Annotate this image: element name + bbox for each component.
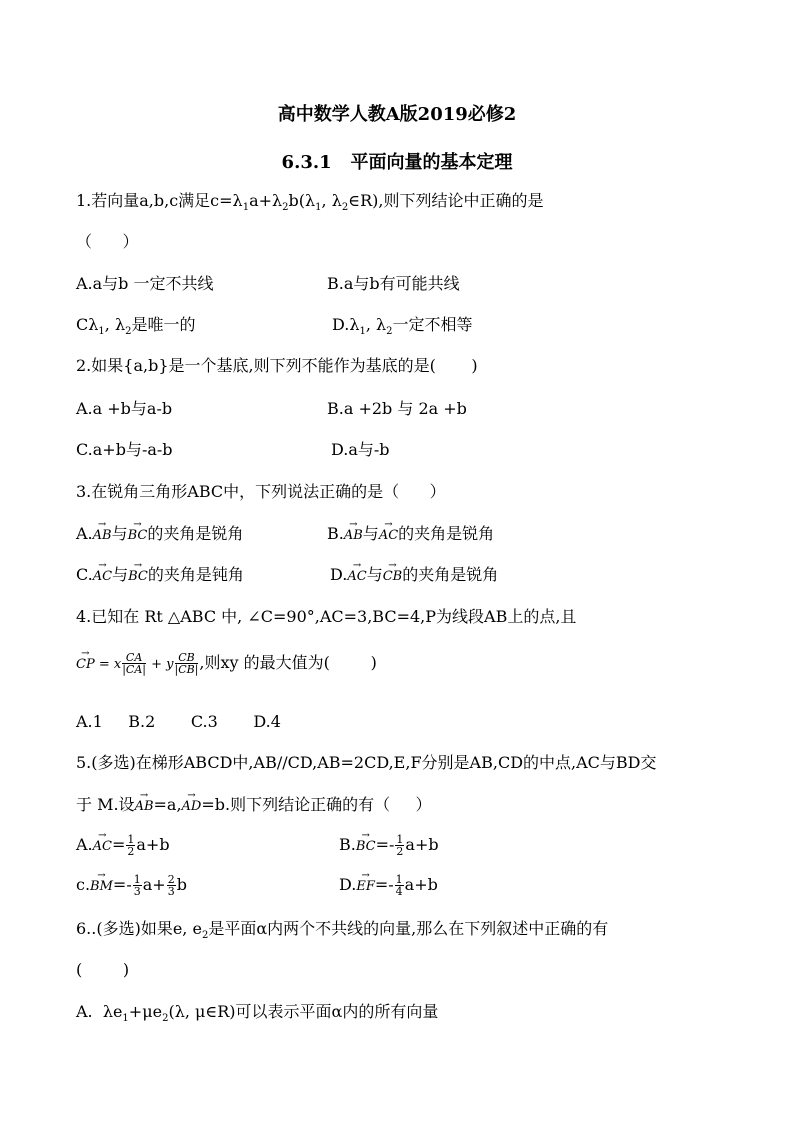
q5-stem-line2: 于 M.设→ AB=a,→ AD=b.则下列结论正确的有（ ） [76,795,432,817]
page-title: 高中数学人教A版2019必修2 [277,104,517,125]
q1-option-c: $C\lambda_1$, $\lambda_2$是唯一的 [76,315,196,338]
q1-answer-paren: （ ） [76,232,139,251]
section-title: 6.3.1 平面向量的基本定理 [281,152,513,173]
q2-option-c: C.a+b与-a-b [76,440,173,459]
q1-option-d: $D.\lambda_1$, $\lambda_2$一定不相等 [332,315,473,338]
q4-formula: → CP = x $\frac{CA}{|CA|}$ + y $\frac{CB}{|CB|}$ ,则xy 的最大值为( ) [76,652,377,675]
q3-option-c: C.→ AC与→ BC的夹角是钝角 [76,565,244,587]
q1-option-a: A.a与b 一定不共线 [76,274,214,293]
q3-option-a: A.→ AB与→ BC的夹角是锐角 [76,524,243,546]
q5-option-b: B.→ BC=- $\frac{1}{2}$ a+b [339,834,439,857]
q2-option-b: B.a +2b 与 2a +b [327,399,467,418]
q5-option-a: A.→ AC= $\frac{1}{2}$ a+b [76,834,170,857]
q4-frac-ca: $\frac{CA}{|CA|}$ [122,651,146,676]
q6-stem: 6..(多选)如果e, $e_2$是平面α内两个不共线的向量,那么在下列叙述中正确的有 [76,919,609,942]
q3-option-d: D.→ AC与→ CB的夹角是锐角 [330,565,498,587]
q2-stem: 2.如果{a,b}是一个基底,则下列不能作为基底的是( ) [76,356,478,375]
q2-option-a: A.a +b与a-b [76,399,173,418]
q4-frac-cb: $\frac{CB}{|CB|}$ [174,651,199,676]
q6-option-a: A. $\lambda e_1+\mu e_2(\lambda$, μ∈R)可以表示平面α内的所有向量 [76,1002,439,1025]
q5-option-d: D.→ EF=- $\frac{1}{4}$ a+b [339,874,438,897]
q3-option-b: B.→ AB与→ AC的夹角是锐角 [327,524,494,546]
q3-stem: 3.在锐角三角形ABC中，下列说法正确的是（ ） [76,482,446,501]
q4-stem: 4.已知在 Rt △ABC 中, ∠C=90°,AC=3,BC=4,P为线段AB上的点,且 [76,607,577,626]
q4-options: A.1 B.2 C.3 D.4 [76,712,281,731]
q1-stem: 1.若向量a,b,c满足$c=\lambda_1a+\lambda_2b(\lambda_1$, $\lambda_2\in R$),则下列结论中正确的是 [76,191,544,214]
q1-option-b: B.a与b有可能共线 [327,274,460,293]
q5-option-c: c.→ BM=- $\frac{1}{3}$ a+ $\frac{2}{3}$ b [76,874,187,897]
q6-answer-paren: ( ) [76,960,130,979]
q2-option-d: D.a与-b [331,440,390,459]
q5-stem-line1: 5.(多选)在梯形ABCD中,AB//CD,AB=2CD,E,F分别是AB,CD的中点,AC与BD交 [76,753,657,772]
